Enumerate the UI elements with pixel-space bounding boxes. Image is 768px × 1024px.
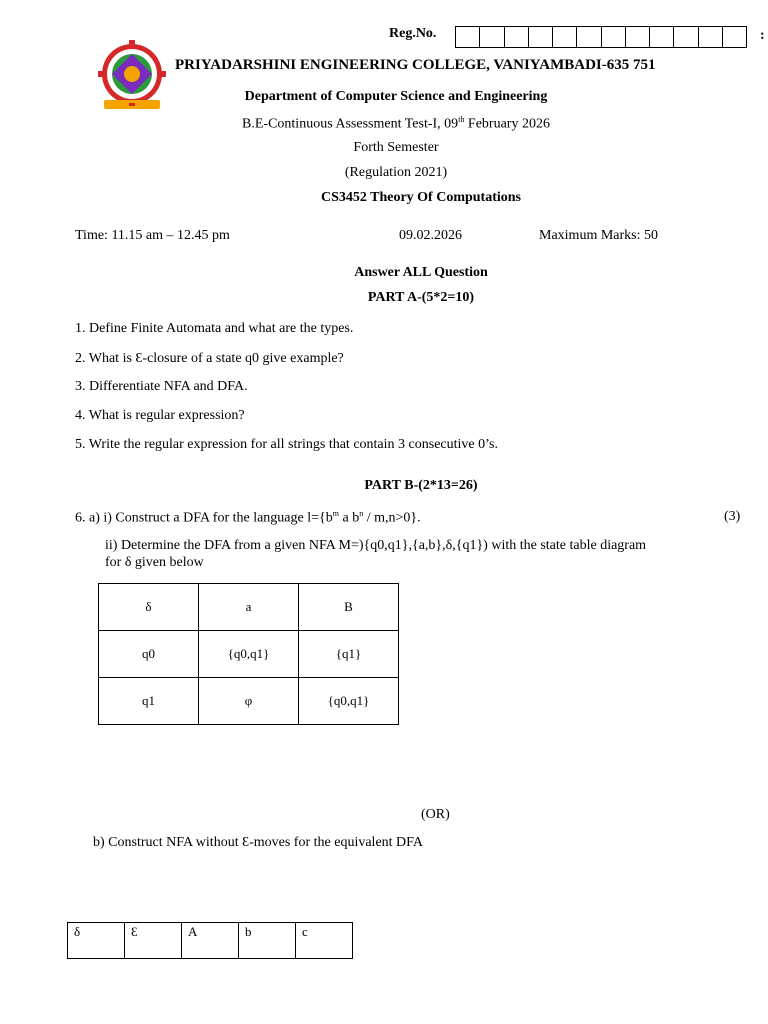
table-cell: δ xyxy=(68,923,125,959)
reg-no-boxes[interactable] xyxy=(455,26,747,48)
reg-no-digit-box[interactable] xyxy=(626,27,650,47)
question-1: 1. Define Finite Automata and what are the types. xyxy=(75,321,354,336)
instruction: Answer ALL Question xyxy=(354,265,488,280)
table-cell: B xyxy=(299,584,399,631)
table-cell: {q1} xyxy=(299,631,399,678)
reg-no-digit-box[interactable] xyxy=(699,27,723,47)
reg-no-digit-box[interactable] xyxy=(674,27,698,47)
question-6a-ii-line2: for δ given below xyxy=(105,555,204,570)
reg-no-digit-box[interactable] xyxy=(529,27,553,47)
reg-no-digit-box[interactable] xyxy=(650,27,674,47)
part-b-heading: PART B-(2*13=26) xyxy=(364,478,478,493)
question-6a-i-marks: (3) xyxy=(724,509,741,524)
table-cell: A xyxy=(182,923,239,959)
table-cell: a xyxy=(199,584,299,631)
question-6b: b) Construct NFA without Ɛ-moves for the equivalent DFA xyxy=(93,835,424,850)
question-3: 3. Differentiate NFA and DFA. xyxy=(75,379,248,394)
reg-no-digit-box[interactable] xyxy=(480,27,504,47)
question-6a-i xyxy=(75,509,421,527)
test-title-suffix: February 2026 xyxy=(464,116,550,132)
course-title: CS3452 Theory Of Computations xyxy=(320,190,522,205)
table-row xyxy=(99,631,399,678)
exam-time: Time: 11.15 am – 12.45 pm xyxy=(75,228,230,243)
q6a-i-sup-m: m xyxy=(332,509,339,518)
or-label: (OR) xyxy=(421,807,450,822)
semester: Forth Semester xyxy=(353,140,439,155)
q6a-i-pre: 6. a) i) Construct a DFA for the language l={b xyxy=(75,510,333,526)
exam-date: 09.02.2026 xyxy=(399,228,462,243)
reg-no-digit-box[interactable] xyxy=(553,27,577,47)
table-cell: Ɛ xyxy=(125,923,182,959)
reg-no-digit-box[interactable] xyxy=(505,27,529,47)
table-cell: δ xyxy=(99,584,199,631)
regulation: (Regulation 2021) xyxy=(344,165,448,180)
department-name: Department of Computer Science and Engineering xyxy=(244,89,548,104)
question-2: 2. What is Ɛ-closure of a state q0 give example? xyxy=(75,351,344,366)
q6a-i-post: / m,n>0}. xyxy=(363,510,421,526)
table-cell: b xyxy=(239,923,296,959)
part-a-heading: PART A-(5*2=10) xyxy=(367,290,475,305)
college-name: PRIYADARSHINI ENGINEERING COLLEGE, VANIYAMBADI-635 751 xyxy=(175,57,656,73)
table-row xyxy=(99,678,399,725)
reg-no-digit-box[interactable] xyxy=(723,27,746,47)
table-cell: φ xyxy=(199,678,299,725)
test-title-prefix: B.E-Continuous Assessment Test-I, 09 xyxy=(242,116,459,132)
question-4: 4. What is regular expression? xyxy=(75,408,245,423)
nfa-transition-table xyxy=(98,583,399,725)
reg-colon: : xyxy=(760,28,765,43)
q6a-i-sup-n: n xyxy=(359,509,364,518)
table-cell: {q0,q1} xyxy=(199,631,299,678)
table-row xyxy=(68,923,353,959)
test-title-sup: th xyxy=(458,115,465,124)
epsilon-nfa-table xyxy=(67,922,353,959)
table-cell: q0 xyxy=(99,631,199,678)
table-cell: q1 xyxy=(99,678,199,725)
reg-no-digit-box[interactable] xyxy=(456,27,480,47)
reg-no-digit-box[interactable] xyxy=(577,27,601,47)
question-6a-ii-line1: ii) Determine the DFA from a given NFA M=){q0,q1},{a,b},δ,{q1}) with the state table diagram xyxy=(105,538,647,553)
test-title xyxy=(0,115,768,133)
max-marks: Maximum Marks: 50 xyxy=(539,228,658,243)
reg-no-digit-box[interactable] xyxy=(602,27,626,47)
reg-no-label: Reg.No. xyxy=(389,26,437,41)
table-cell: {q0,q1} xyxy=(299,678,399,725)
question-5: 5. Write the regular expression for all strings that contain 3 consecutive 0’s. xyxy=(75,437,498,452)
q6a-i-mid: a b xyxy=(338,510,360,526)
table-cell: c xyxy=(296,923,353,959)
table-row xyxy=(99,584,399,631)
